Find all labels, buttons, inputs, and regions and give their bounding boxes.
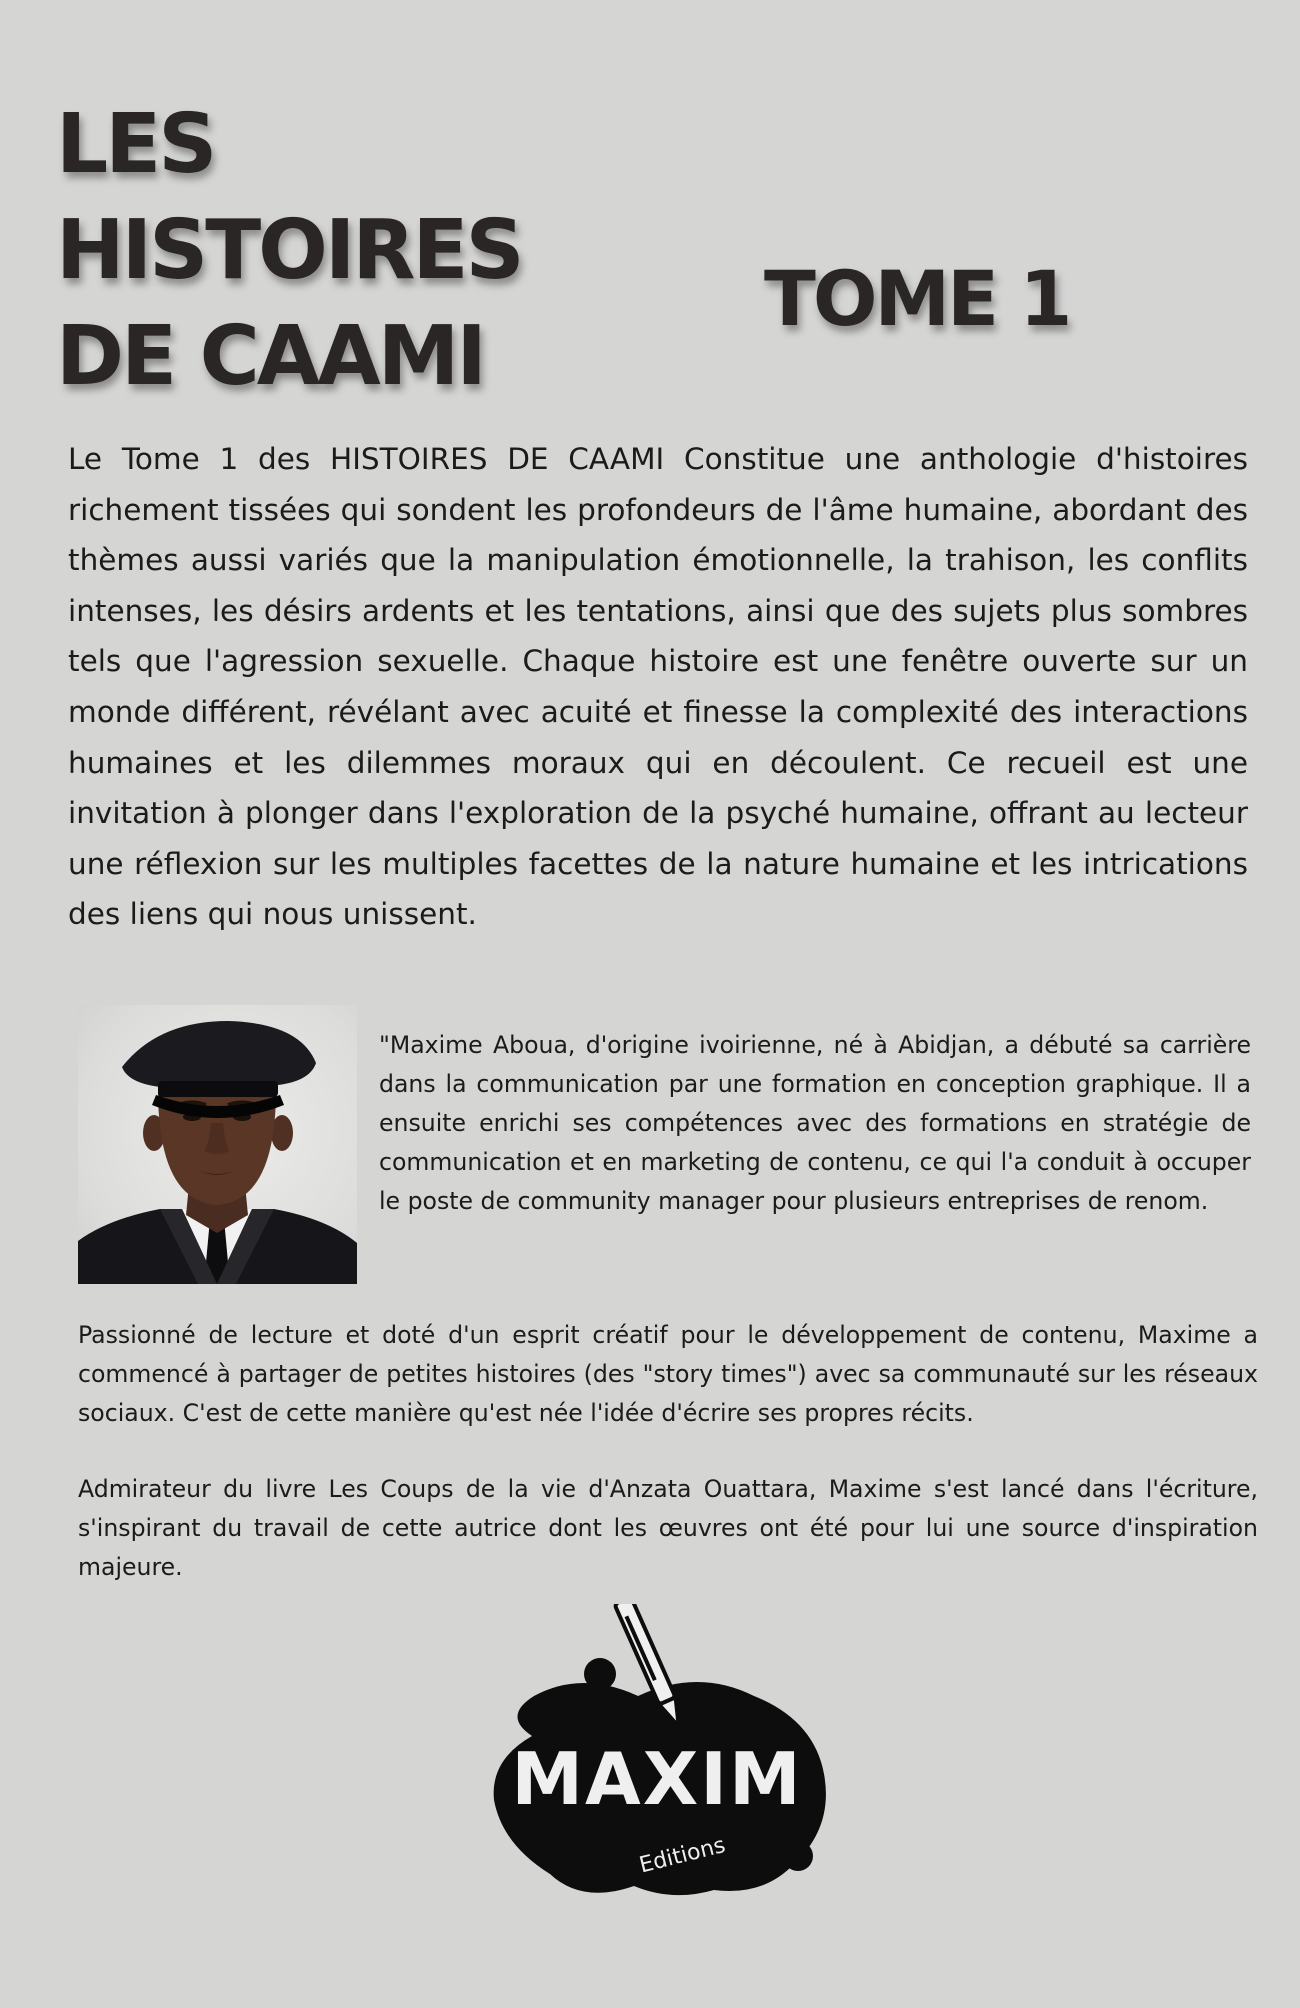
publisher-logo-subtext: Editions [636,1832,728,1879]
book-summary: Le Tome 1 des HISTOIRES DE CAAMI Constitue une anthologie d'histoires richement tissées qui sondent les profondeurs de l'âme humaine, abordant des thèmes aussi variés que la manipulation émotionnelle, la trahison, les conflits intenses, les désirs ardents et les tentations, ainsi que des sujets plus sombres tels que l'agression sexuelle. Chaque histoire est une fenêtre ouverte sur un monde différent, révélant avec acuité et finesse la complexité des interactions humaines et les dilemmes moraux qui en découlent. Ce recueil est une invitation à plonger dans l'exploration de la psyché humaine, offrant au lecteur une réflexion sur les multiples facettes de la nature humaine et les intrications des liens qui nous unissent. [68,442,1248,932]
author-bio-paragraph-3: Admirateur du livre Les Coups de la vie d'Anzata Ouattara, Maxime s'est lancé dans l'écriture, s'inspirant du travail de cette autrice dont les œuvres ont été pour lui une source d'inspiration majeure. [78,1475,1258,1581]
author-bio-paragraph-1: "Maxime Aboua, d'origine ivoirienne, né à Abidjan, a débuté sa carrière dans la communication par une formation en conception graphique. Il a ensuite enrichi ses compétences avec des formations en stratégie de communication et en marketing de contenu, ce qui l'a conduit à occuper le poste de community manager pour plusieurs entreprises de renom. [379,1031,1251,1215]
book-title [56,92,596,410]
publisher-logo [462,1604,852,1904]
volume-label: TOME 1 [764,254,1070,343]
publisher-logo-wordmark: MAXIM [511,1737,803,1821]
publisher-logo-icon [462,1604,852,1904]
book-title-line-3: DE CAAMI [56,309,484,404]
book-title-line-2: HISTOIRES [56,203,522,298]
author-portrait [78,1005,357,1284]
author-portrait-icon [78,1005,357,1284]
book-title-line-1: LES [56,97,215,192]
author-bio-paragraph-2: Passionné de lecture et doté d'un esprit créatif pour le développement de contenu, Maxime a commencé à partager de petites histoires (des "story times") avec sa communauté sur les réseaux sociaux. C'est de cette manière qu'est née l'idée d'écrire ses propres récits. [78,1321,1258,1427]
